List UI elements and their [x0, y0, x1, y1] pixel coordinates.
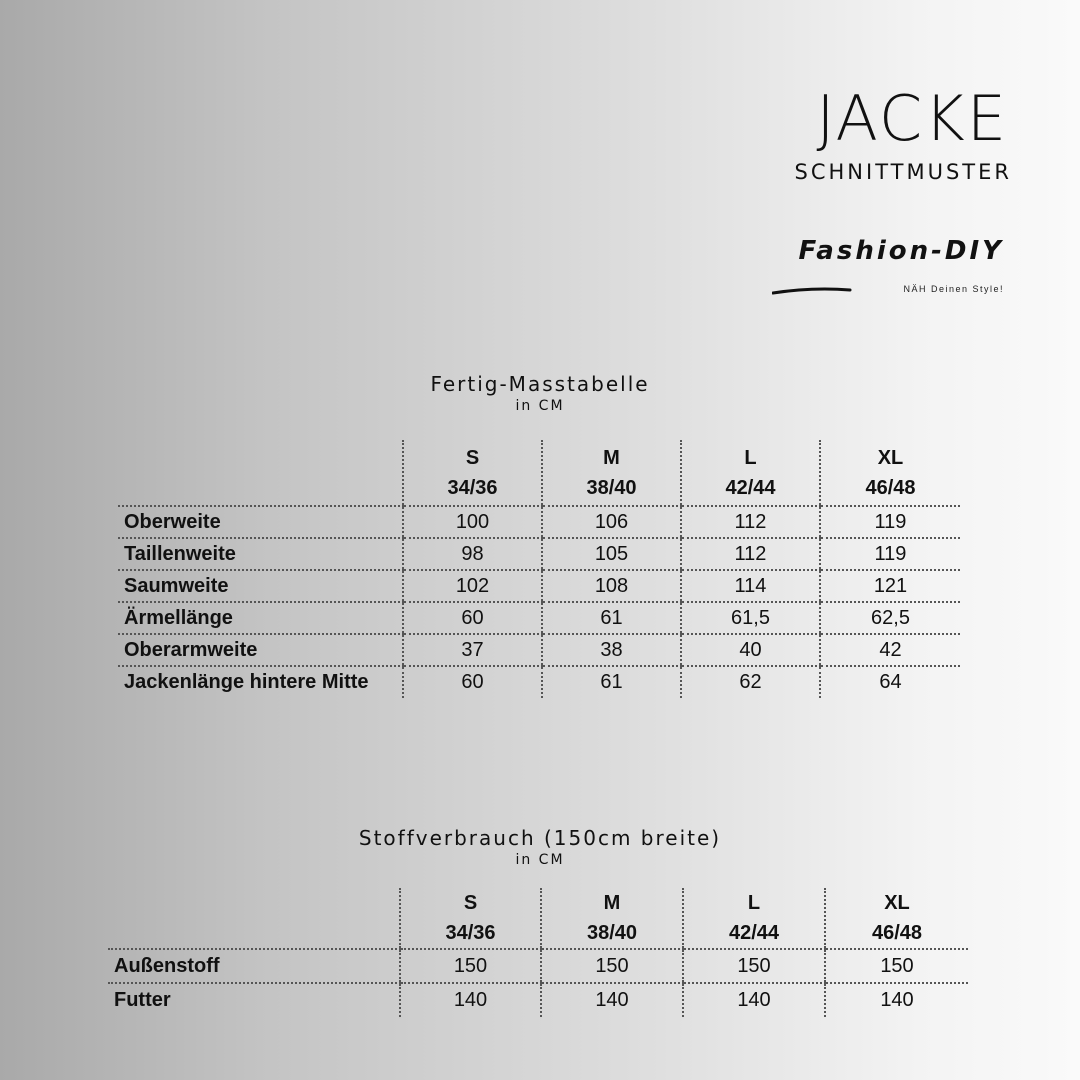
logo-swoosh-icon — [772, 286, 852, 296]
size-header-xl: XL 46/48 — [820, 440, 960, 506]
header-empty-cell — [108, 888, 400, 949]
table-cell: 100 — [403, 506, 542, 538]
measure-table-unit: in CM — [515, 398, 565, 414]
measure-table — [118, 440, 960, 698]
table-cell: 140 — [825, 983, 968, 1017]
table-cell: 62 — [681, 666, 820, 698]
row-label: Oberarmweite — [118, 634, 403, 666]
table-cell: 119 — [820, 538, 960, 570]
table-cell: 38 — [542, 634, 681, 666]
table-row — [108, 983, 968, 1017]
table-row — [118, 666, 960, 698]
table-cell: 119 — [820, 506, 960, 538]
size-header-l: L 42/44 — [683, 888, 825, 949]
measure-table-title: Fertig-Masstabelle — [430, 372, 650, 396]
logo-name: Fashion-DIY — [798, 236, 1004, 266]
table-cell: 37 — [403, 634, 542, 666]
size-header-s: S 34/36 — [400, 888, 541, 949]
table-cell: 150 — [541, 949, 683, 983]
table-cell: 150 — [683, 949, 825, 983]
fabric-table — [108, 888, 968, 1017]
table-row — [118, 602, 960, 634]
table-cell: 60 — [403, 666, 542, 698]
table-row — [108, 949, 968, 983]
table-cell: 102 — [403, 570, 542, 602]
table-cell: 112 — [681, 538, 820, 570]
brand-title: JACKE — [816, 82, 1008, 155]
table-cell: 150 — [400, 949, 541, 983]
size-header-m: M 38/40 — [542, 440, 681, 506]
fabric-table-header — [108, 888, 968, 949]
size-header-m: M 38/40 — [541, 888, 683, 949]
table-cell: 150 — [825, 949, 968, 983]
row-label: Ärmellänge — [118, 602, 403, 634]
row-label: Oberweite — [118, 506, 403, 538]
fashion-diy-logo — [772, 236, 1004, 302]
table-row — [118, 570, 960, 602]
table-cell: 140 — [400, 983, 541, 1017]
table-cell: 64 — [820, 666, 960, 698]
fabric-table-title: Stoffverbrauch (150cm breite) — [358, 826, 722, 850]
brand-subtitle: SCHNITTMUSTER — [794, 160, 1012, 184]
table-cell: 61 — [542, 602, 681, 634]
size-header-l: L 42/44 — [681, 440, 820, 506]
table-cell: 140 — [541, 983, 683, 1017]
table-cell: 98 — [403, 538, 542, 570]
table-cell: 105 — [542, 538, 681, 570]
table-cell: 106 — [542, 506, 681, 538]
fabric-table-unit: in CM — [515, 852, 565, 868]
table-cell: 42 — [820, 634, 960, 666]
row-label: Jackenlänge hintere Mitte — [124, 671, 369, 693]
row-label: Futter — [114, 989, 171, 1011]
table-cell: 121 — [820, 570, 960, 602]
table-row — [118, 506, 960, 538]
table-cell: 61,5 — [681, 602, 820, 634]
measure-table-header — [118, 440, 960, 506]
table-cell: 61 — [542, 666, 681, 698]
table-cell: 140 — [683, 983, 825, 1017]
table-cell: 108 — [542, 570, 681, 602]
header-empty-cell — [118, 440, 403, 506]
row-label: Taillenweite — [118, 538, 403, 570]
size-header-xl: XL 46/48 — [825, 888, 968, 949]
table-cell: 60 — [403, 602, 542, 634]
logo-tagline: NÄH Deinen Style! — [903, 284, 1004, 294]
row-label: Außenstoff — [108, 949, 400, 983]
size-header-s: S 34/36 — [403, 440, 542, 506]
table-row — [118, 538, 960, 570]
table-cell: 114 — [681, 570, 820, 602]
table-cell: 40 — [681, 634, 820, 666]
table-cell: 62,5 — [820, 602, 960, 634]
row-label: Saumweite — [118, 570, 403, 602]
table-row — [118, 634, 960, 666]
table-cell: 112 — [681, 506, 820, 538]
